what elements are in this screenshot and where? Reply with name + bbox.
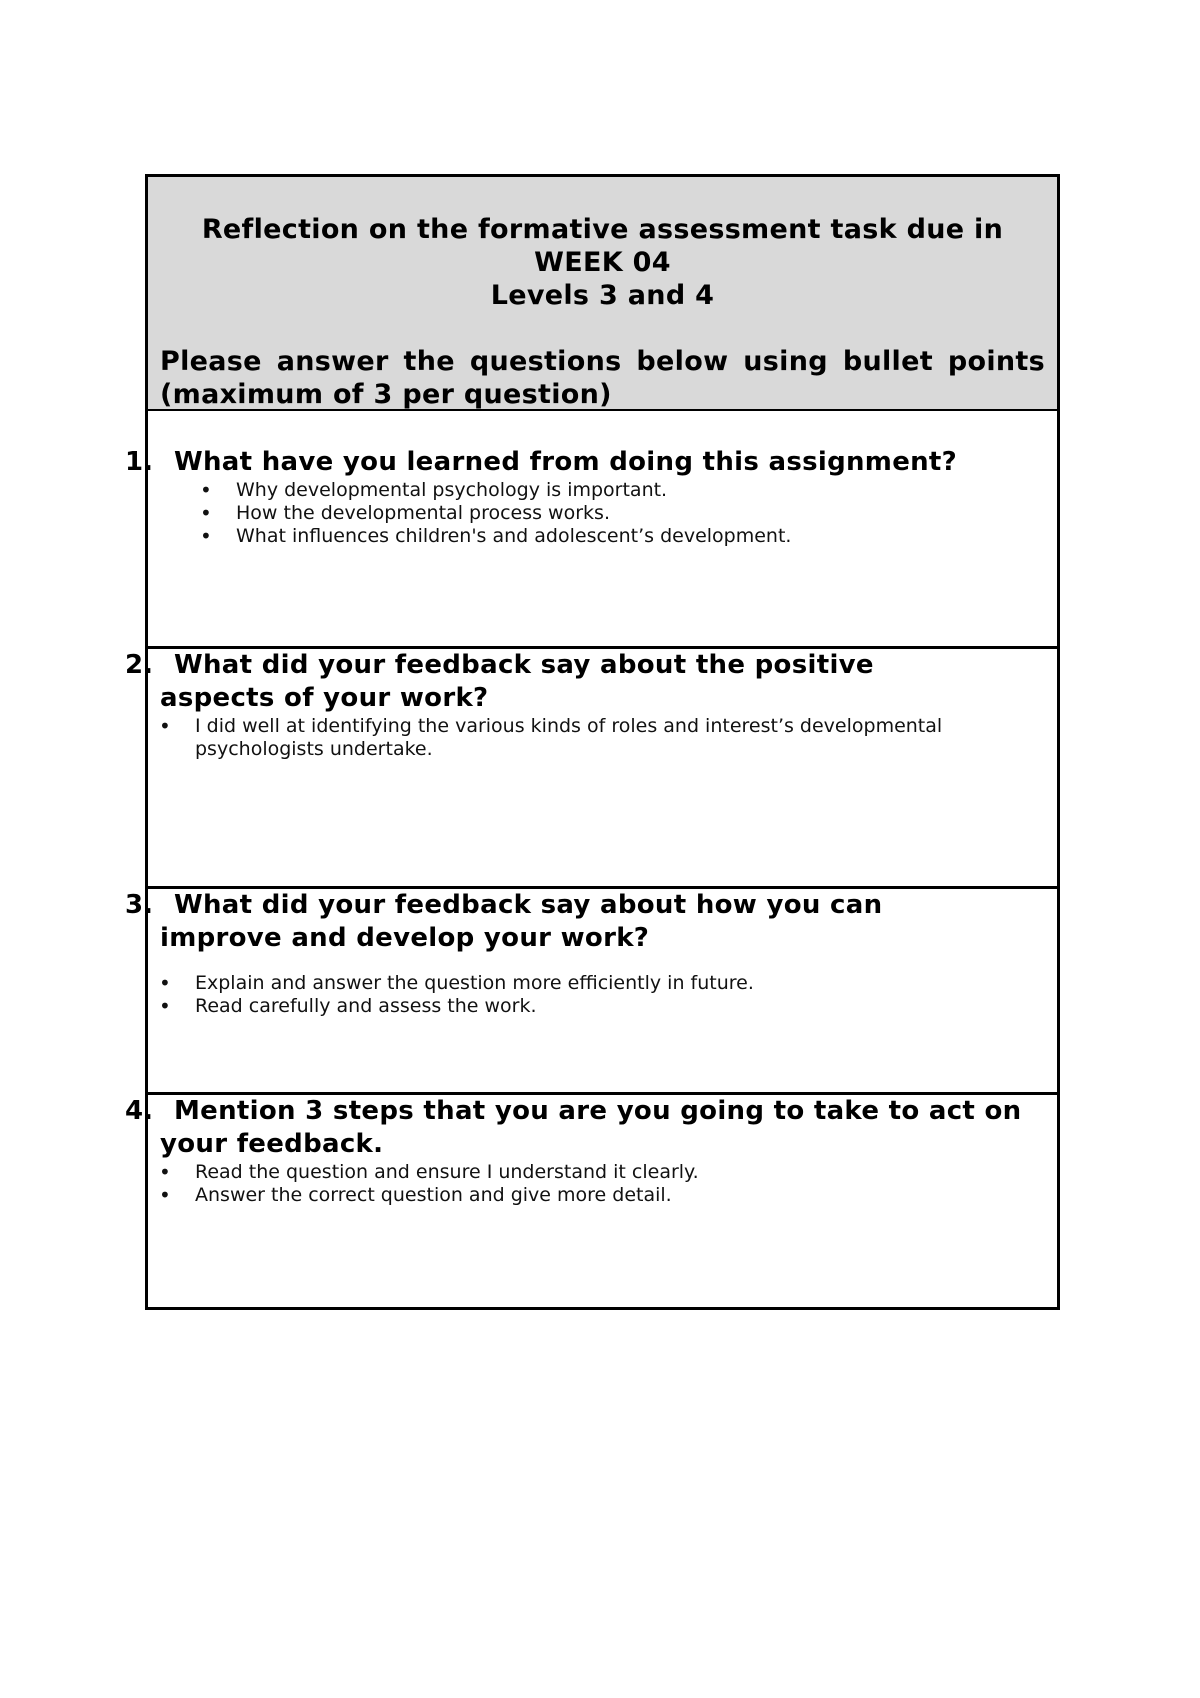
header-title-line-2: WEEK 04 [534, 247, 671, 278]
question-number: 1. [125, 447, 153, 477]
answer-list [195, 972, 1057, 1018]
question-number: 4. [125, 1096, 153, 1126]
answer-list [195, 1161, 1057, 1207]
list-item: • I did well at identifying the various kinds of roles and interest’s developmental psychologists undertake. [195, 715, 997, 761]
answer-list [236, 479, 1057, 548]
list-item: • What influences children's and adolescent’s development. [236, 525, 1057, 548]
header-instruction: Please answer the questions below using bullet points (maximum of 3 per question) [160, 346, 1045, 410]
header-title-line-1: Reflection on the formative assessment task due in [201, 214, 1004, 245]
question-text: What did your feedback say about the positive aspects of your work? [160, 650, 874, 713]
answer-list [195, 715, 997, 761]
question-row-4 [125, 1095, 1057, 1307]
question-number: 2. [125, 650, 153, 680]
question-text: Mention 3 steps that you are you going to take to act on your feedback. [160, 1096, 1022, 1159]
question-number: 3. [125, 890, 153, 920]
header-title-line-3: Levels 3 and 4 [490, 280, 715, 311]
list-item: • Why developmental psychology is important. [236, 479, 1057, 502]
question-row-2 [125, 649, 1057, 889]
list-item: • How the developmental process works. [236, 502, 1057, 525]
question-row-1 [125, 411, 1057, 649]
table-header [148, 177, 1057, 411]
list-item: • Answer the correct question and give more detail. [195, 1184, 1057, 1207]
list-item: • Read carefully and assess the work. [195, 995, 1057, 1018]
list-item: • Read the question and ensure I understand it clearly. [195, 1161, 1057, 1184]
question-text: What have you learned from doing this assignment? [174, 447, 958, 477]
reflection-table [125, 174, 1060, 1310]
question-row-3 [125, 889, 1057, 1095]
list-item: • Explain and answer the question more efficiently in future. [195, 972, 1057, 995]
question-text: What did your feedback say about how you can improve and develop your work? [160, 890, 883, 953]
